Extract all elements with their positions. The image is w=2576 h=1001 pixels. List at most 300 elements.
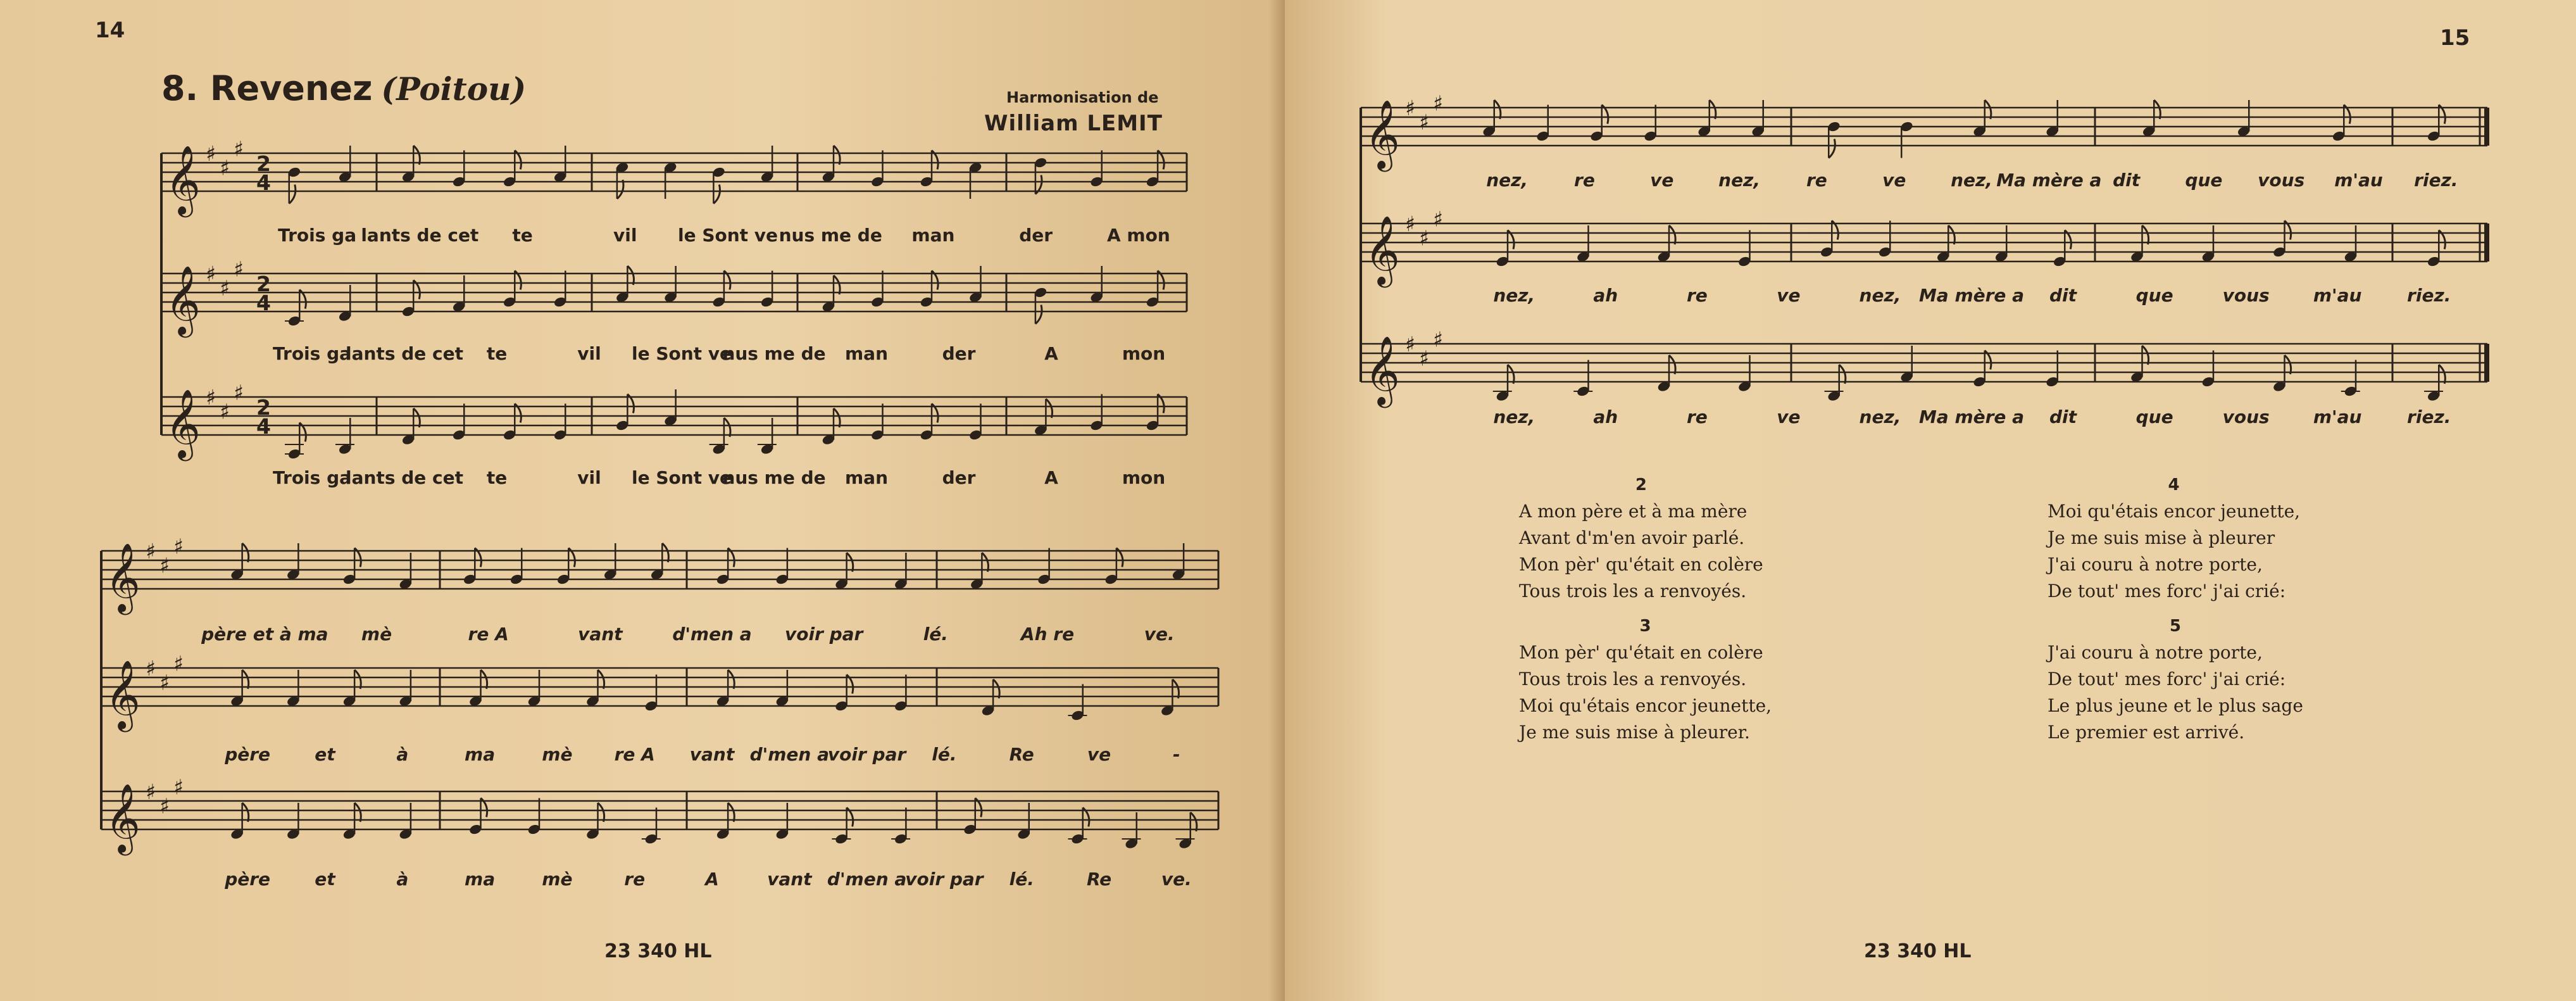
lyric-syllable: vant (689, 744, 735, 765)
treble-clef-icon: 𝄞 (165, 389, 201, 458)
verse-3-number: 3 (1639, 617, 1651, 636)
note (710, 418, 730, 455)
note (775, 548, 789, 586)
note (760, 146, 774, 183)
lyric-syllable: nez, (1718, 170, 1760, 191)
lyric-syllable: d'men a (672, 624, 752, 645)
lyric-syllable: m'au (2313, 406, 2362, 427)
lyric-syllable: nus me de (722, 467, 826, 488)
note (870, 271, 884, 308)
catalog-number-right: 23 340 HL (1864, 940, 1972, 962)
sharp-icon: ♯ (159, 553, 170, 578)
note (615, 161, 629, 199)
sharp-icon: ♯ (206, 261, 216, 286)
note (822, 275, 841, 313)
note (2201, 351, 2215, 388)
lyric-syllable: père (225, 869, 271, 890)
lyric-syllable: nez, (1859, 406, 1901, 427)
verse-4 (2048, 472, 2300, 605)
lyric-syllable: lé. (923, 624, 948, 645)
time-signature-bottom: 4 (256, 170, 271, 195)
note-flag (724, 418, 730, 437)
note-flag (242, 803, 249, 822)
note-flag (1669, 225, 1675, 244)
note (452, 151, 466, 188)
lyric-syllable: mè (361, 624, 392, 645)
note (553, 271, 567, 308)
lyric-syllable: à (396, 744, 409, 765)
note (775, 803, 789, 840)
lyric-syllable: der (1019, 225, 1053, 246)
lyric-syllable: ve (1087, 744, 1111, 765)
final-bar-line (2484, 344, 2489, 382)
final-bar-line (2484, 108, 2489, 146)
lyric-syllable: nez, (1486, 170, 1529, 191)
note-flag (598, 803, 604, 822)
treble-clef-icon: 𝄞 (1365, 99, 1400, 169)
note-flag (2142, 346, 2149, 365)
note (968, 404, 982, 441)
time-signature-top: 2 (256, 395, 271, 420)
note (1573, 360, 1592, 398)
note (970, 553, 989, 590)
system-2-notation (95, 534, 1218, 886)
sharp-icon: ♯ (234, 136, 244, 161)
note (1089, 151, 1103, 188)
lyric-syllable: voir par (784, 624, 863, 645)
note (401, 146, 420, 183)
note-flag (982, 553, 988, 572)
lyric-syllable: vil (613, 225, 637, 246)
note (870, 404, 884, 441)
note-flag (1508, 365, 1514, 384)
verse-5-number: 5 (2169, 617, 2181, 636)
verse-line: De tout' mes forc' j'ai crié: (2048, 669, 2286, 689)
note (760, 271, 774, 308)
lyric-syllable: nez, (1493, 285, 1535, 306)
lyric-syllable: man (911, 225, 955, 246)
sharp-icon: ♯ (206, 141, 216, 166)
note (585, 670, 604, 707)
note (775, 670, 789, 707)
note (642, 808, 661, 845)
note (1068, 684, 1087, 722)
note (553, 404, 567, 441)
lyric-syllable: ve (1777, 406, 1801, 427)
lyric-syllable: m'au (2334, 170, 2383, 191)
lyric-syllable: nez, (1859, 285, 1901, 306)
lyric-syllable: ve. (1144, 624, 1175, 645)
note (981, 679, 1000, 717)
note (452, 275, 466, 313)
note (1936, 225, 1955, 263)
verse-line: A mon père et à ma mère (1519, 501, 1748, 522)
note (663, 161, 677, 199)
lyric-syllable: vous (2222, 285, 2270, 306)
note (338, 146, 352, 183)
note (398, 803, 412, 840)
lyric-syllable: lants de cet (346, 467, 463, 488)
lyric-syllable: man (844, 467, 889, 488)
treble-clef-icon: 𝄞 (105, 660, 141, 729)
note (468, 670, 487, 707)
note-flag (1046, 399, 1052, 418)
lyric-syllable: que (2135, 406, 2173, 427)
note (553, 146, 567, 183)
note (230, 543, 249, 581)
lyric-syllable: Ma mère a (1918, 285, 2025, 306)
note-flag (834, 408, 840, 427)
right-page (1285, 0, 2576, 1001)
lyric-syllable: nus me de (778, 225, 882, 246)
lyric-syllable: d'men a (827, 869, 907, 890)
lyric-syllable: à (396, 869, 409, 890)
lyric-syllable: Re (1086, 869, 1112, 890)
sharp-icon: ♯ (1419, 346, 1429, 371)
lyric-syllable: re (1686, 406, 1708, 427)
note (2130, 225, 2149, 263)
lyric-syllable: ma (465, 744, 496, 765)
sharp-icon: ♯ (1405, 211, 1415, 236)
lyric-syllable: ah (1593, 285, 1618, 306)
lyric-syllable: Trois ga (278, 225, 357, 246)
note (894, 675, 908, 712)
note (2272, 355, 2291, 393)
note (527, 670, 541, 707)
note-flag (728, 803, 734, 822)
note-flag (728, 670, 734, 689)
note (822, 146, 841, 183)
lyric-syllable: vous (2258, 170, 2305, 191)
lyric-syllable: Trois ga (272, 467, 352, 488)
note-flag (413, 408, 420, 427)
note (1899, 346, 1913, 383)
lyric-syllable: - (1173, 744, 1180, 765)
note (285, 423, 306, 460)
verse-line: Je me suis mise à pleurer. (1519, 722, 1750, 743)
lyric-syllable: m'au (2313, 285, 2362, 306)
note (1899, 120, 1913, 158)
catalog-number-left: 23 340 HL (604, 940, 712, 962)
song-title-text: 8. Revenez (161, 68, 373, 108)
lyric-syllable: mè (542, 869, 573, 890)
system-3-notation (1354, 91, 2494, 423)
lyric-syllable: ve. (1161, 869, 1192, 890)
sharp-icon: ♯ (206, 385, 216, 410)
lyric-syllable: dit (2049, 285, 2077, 306)
lyric-syllable: nez, (1493, 406, 1535, 427)
lyric-syllable: Trois ga (272, 343, 352, 364)
note (832, 808, 853, 845)
lyric-syllable: lants de cet (361, 225, 479, 246)
sharp-icon: ♯ (1405, 96, 1415, 120)
note-flag (627, 266, 634, 285)
lyric-syllable: ma (465, 869, 496, 890)
harmonisation-label: Harmonisation de (1006, 89, 1159, 106)
note (603, 543, 617, 581)
note (1176, 812, 1197, 850)
lyric-syllable: te (512, 225, 533, 246)
note-flag (1948, 225, 1954, 244)
sharp-icon: ♯ (146, 539, 156, 563)
note-flag (2154, 100, 2160, 119)
note (335, 418, 354, 455)
note-flag (713, 185, 720, 204)
sharp-icon: ♯ (1405, 332, 1415, 356)
lyric-syllable: voir par (827, 744, 906, 765)
lyric-syllable: Re (1009, 744, 1034, 765)
note (1482, 100, 1501, 137)
lyric-syllable: A mon (1106, 225, 1170, 246)
note (2341, 360, 2360, 398)
note (663, 389, 677, 427)
note (1122, 812, 1141, 850)
note-flag (354, 803, 361, 822)
note (1089, 266, 1103, 303)
sharp-icon: ♯ (234, 256, 244, 282)
note-flag (1829, 139, 1835, 158)
treble-clef-icon: 𝄞 (1365, 215, 1400, 285)
lyric-syllable: lé. (1009, 869, 1034, 890)
note (585, 803, 604, 840)
page-number-right: 15 (2440, 25, 2470, 51)
note (968, 161, 982, 199)
lyric-syllable: Ma mère a (1918, 406, 2025, 427)
note-flag (242, 670, 249, 689)
lyric-syllable: dit (2113, 170, 2141, 191)
note (398, 670, 412, 707)
note (1657, 355, 1676, 393)
lyric-syllable: vous (2222, 406, 2270, 427)
lyric-syllable: A (1044, 343, 1058, 364)
verse-line: Moi qu'étais encor jeunette, (1519, 695, 1772, 716)
sharp-icon: ♯ (220, 399, 230, 424)
note (2045, 100, 2059, 137)
staff (1361, 207, 2489, 289)
lyric-syllable: te (486, 467, 508, 488)
note (2237, 100, 2251, 137)
system-1-notation (155, 136, 1193, 501)
lyric-syllable: re (1686, 285, 1708, 306)
verse-line: Moi qu'étais encor jeunette, (2048, 501, 2301, 522)
note (342, 803, 361, 840)
lyric-syllable: ve (1777, 285, 1801, 306)
note (1089, 394, 1103, 432)
lyric-syllable: vant (578, 624, 623, 645)
lyric-syllable: dit (2049, 406, 2077, 427)
lyric-syllable: vil (577, 343, 601, 364)
lyric-syllable: que (2135, 285, 2173, 306)
note (1994, 225, 2008, 263)
note (968, 266, 982, 303)
note (287, 166, 301, 203)
note-flag (1710, 100, 1716, 119)
verse-5 (2048, 613, 2303, 746)
note (401, 408, 420, 446)
lyric-syllable: d'men a (749, 744, 829, 765)
note (1697, 100, 1716, 137)
note-flag (354, 670, 361, 689)
sharp-icon: ♯ (1433, 206, 1443, 232)
note (1972, 100, 1991, 137)
lyric-syllable: te (486, 343, 508, 364)
lyric-syllable: vant (767, 869, 812, 890)
note-flag (1494, 100, 1501, 119)
note (716, 803, 735, 840)
note (1825, 365, 1846, 402)
lyric-syllable: que (2185, 170, 2223, 191)
verse-line: Le premier est arrivé. (2048, 722, 2245, 743)
note-flag (1191, 812, 1197, 831)
lyric-syllable: le Sont ve (631, 467, 732, 488)
note (1016, 803, 1030, 840)
time-signature-top: 2 (256, 151, 271, 176)
note-flag (598, 670, 604, 689)
verse-line: Mon pèr' qu'était en colère (1519, 642, 1763, 663)
lyric-syllable: ve (1650, 170, 1674, 191)
treble-clef-icon: 𝄞 (105, 783, 141, 853)
lyric-syllable: vil (577, 467, 601, 488)
sharp-icon: ♯ (1433, 91, 1443, 116)
lyric-syllable: nez, (1951, 170, 1992, 191)
harmonisation-name: William LEMIT (984, 111, 1163, 136)
note-flag (2439, 365, 2445, 384)
lyric-syllable: Ah re (1020, 624, 1075, 645)
note-flag (1839, 365, 1846, 384)
lyric-syllable: lants de cet (346, 343, 463, 364)
lyric-syllable: riez. (2407, 285, 2451, 306)
verse-line: Avant d'm'en avoir parlé. (1519, 527, 1745, 548)
lyric-syllable: re (1574, 170, 1595, 191)
note (452, 404, 466, 441)
lyric-syllable: nus me de (722, 343, 826, 364)
verse-line: Le plus jeune et le plus sage (2048, 695, 2303, 716)
note (894, 553, 908, 590)
note (1576, 225, 1590, 263)
note (1172, 543, 1185, 581)
treble-clef-icon: 𝄞 (165, 145, 201, 215)
lyric-syllable: der (942, 343, 976, 364)
note-flag (1172, 679, 1179, 698)
note (1034, 156, 1047, 194)
note (230, 803, 249, 840)
verse-line: Mon pèr' qu'était en colère (1519, 554, 1763, 575)
lyric-syllable: voir par (905, 869, 984, 890)
note (510, 548, 523, 586)
note-flag (847, 553, 853, 572)
note (716, 670, 735, 707)
lyric-syllable: père et à ma (201, 624, 328, 645)
final-bar-line (2484, 223, 2489, 261)
time-signature-bottom: 4 (256, 414, 271, 439)
sharp-icon: ♯ (220, 155, 230, 180)
lyric-syllable: der (942, 467, 976, 488)
treble-clef-icon: 𝄞 (1365, 336, 1400, 405)
note (650, 543, 669, 581)
note (1068, 808, 1089, 845)
lyric-syllable: A (705, 869, 719, 890)
note-flag (1985, 100, 1991, 119)
sharp-icon: ♯ (146, 656, 156, 681)
note (870, 151, 884, 188)
note (1535, 105, 1549, 142)
note (338, 285, 352, 322)
note-flag (242, 543, 249, 562)
note-flag (834, 146, 840, 165)
note (1160, 679, 1179, 717)
verse-line: De tout' mes forc' j'ai crié: (2048, 581, 2286, 601)
note (644, 675, 658, 712)
note (1034, 286, 1047, 324)
lyric-syllable: le Sont ve (677, 225, 778, 246)
sharp-icon: ♯ (1419, 225, 1429, 251)
lyric-syllable: ve (1882, 170, 1906, 191)
note (711, 166, 725, 203)
staff (101, 775, 1218, 857)
sharp-icon: ♯ (159, 793, 170, 819)
note (758, 418, 777, 455)
note-flag (2285, 355, 2291, 374)
note (2201, 225, 2215, 263)
verse-line: Tous trois les a renvoyés. (1519, 669, 1747, 689)
note (286, 803, 300, 840)
note (2130, 346, 2149, 383)
verse-2 (1519, 472, 1763, 605)
lyric-syllable: riez. (2407, 406, 2451, 427)
note (615, 266, 634, 303)
staff (101, 652, 1218, 733)
note-flag (662, 543, 668, 562)
sharp-icon: ♯ (234, 380, 244, 405)
note (2344, 225, 2358, 263)
staff (1361, 327, 2489, 409)
treble-clef-icon: 𝄞 (165, 265, 201, 335)
system-2-staves (95, 534, 1218, 886)
note-flag (993, 679, 999, 698)
sharp-icon: ♯ (159, 670, 170, 695)
note (822, 408, 841, 446)
verse-line: J'ai couru à notre porte, (2048, 554, 2263, 575)
lyric-syllable: mon (1122, 467, 1166, 488)
sharp-icon: ♯ (173, 774, 184, 800)
verse-line: Tous trois les a renvoyés. (1519, 581, 1747, 601)
note (1037, 548, 1051, 586)
note (286, 670, 300, 707)
note (230, 670, 249, 707)
song-region: (Poitou) (381, 70, 527, 108)
note-flag (2142, 225, 2149, 244)
lyric-syllable: Ma mère a (1996, 170, 2102, 191)
lyric-syllable: mè (542, 744, 573, 765)
treble-clef-icon: 𝄞 (105, 543, 141, 612)
verse-2-number: 2 (1635, 475, 1647, 494)
note (1493, 365, 1514, 402)
lyric-syllable: ah (1593, 406, 1618, 427)
note (398, 553, 412, 590)
lyric-syllable: A (1044, 467, 1058, 488)
system-3-staves (1354, 91, 2494, 423)
note-flag (289, 185, 296, 204)
note-flag (834, 275, 840, 294)
lyric-syllable: re (1806, 170, 1827, 191)
note (342, 670, 361, 707)
time-signature-top: 2 (256, 272, 271, 296)
note (1751, 100, 1765, 137)
lyric-syllable: mon (1122, 343, 1166, 364)
note (1737, 230, 1751, 268)
note (2045, 351, 2059, 388)
verse-3 (1519, 613, 1772, 746)
